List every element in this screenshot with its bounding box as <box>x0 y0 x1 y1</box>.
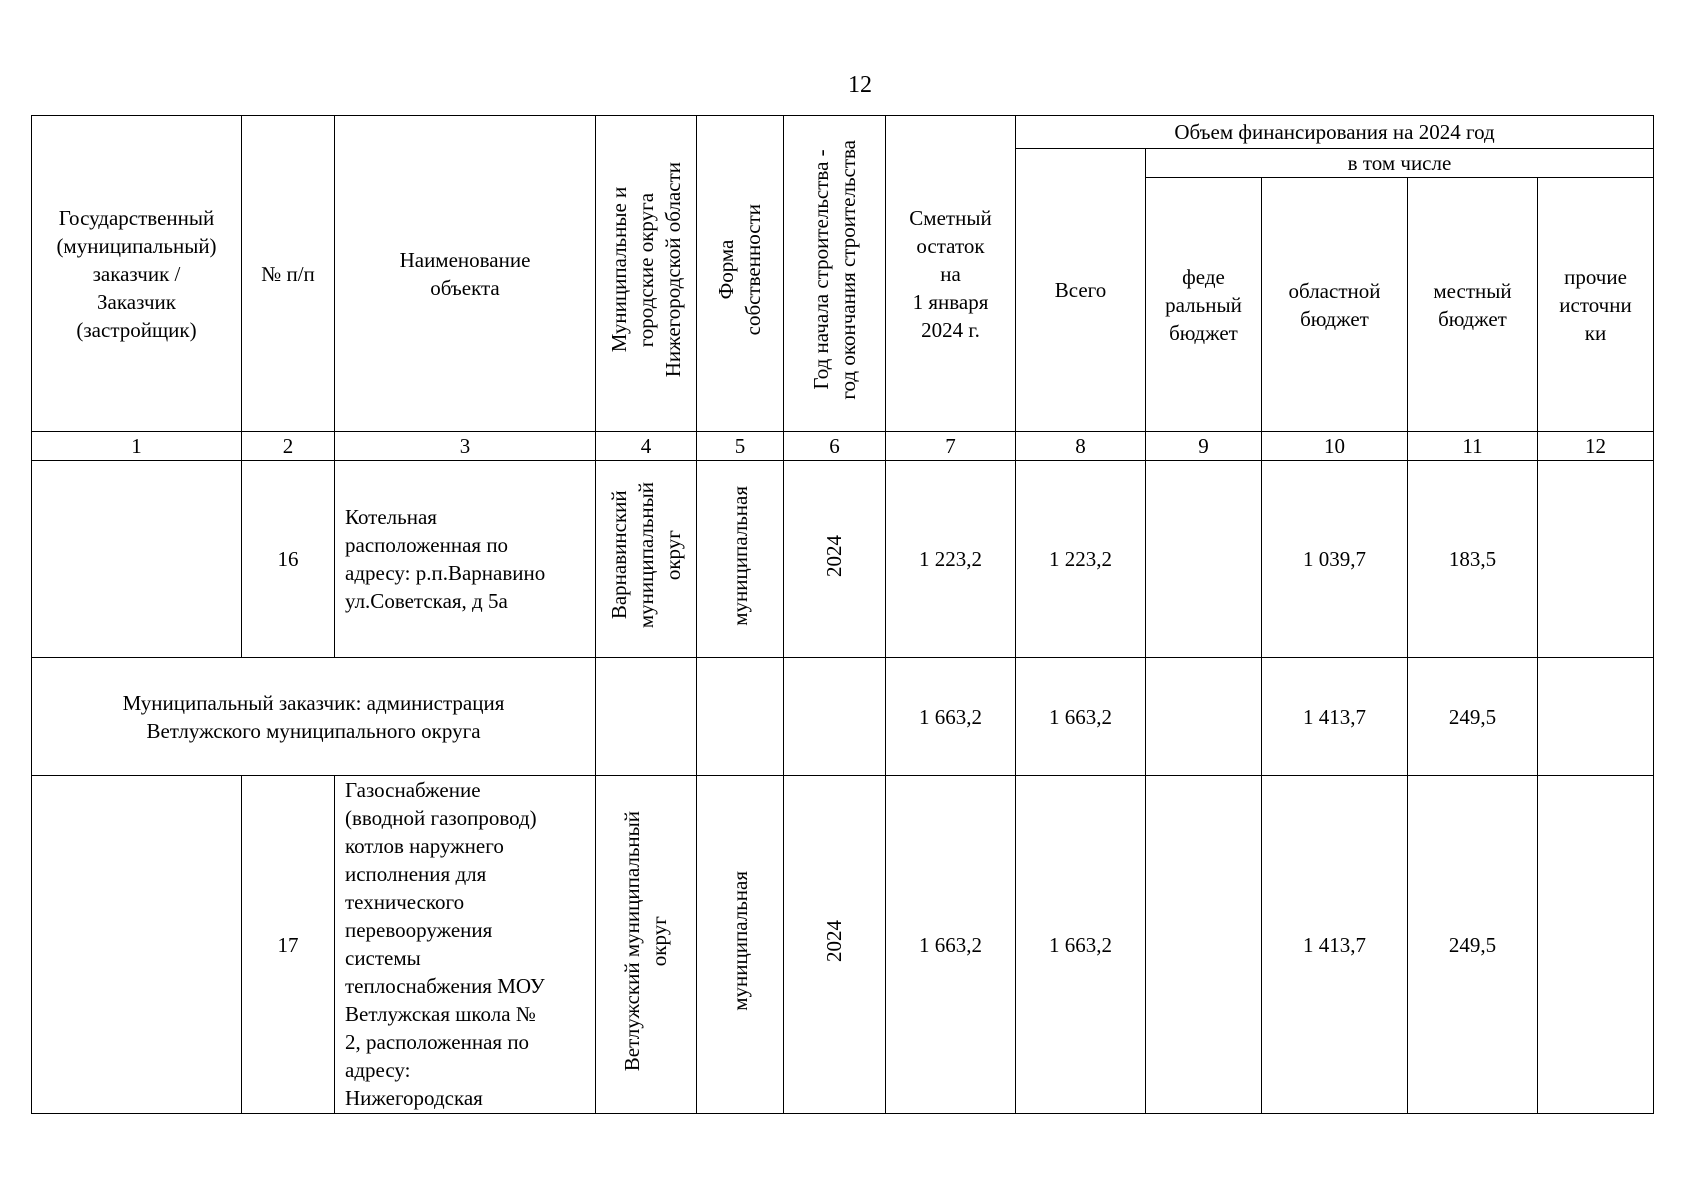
header-regional: областной бюджет <box>1262 178 1408 432</box>
table-row <box>32 461 1654 658</box>
ownership-text: муниципальная <box>727 871 752 1011</box>
header-row <box>32 116 1654 149</box>
local-value: 249,5 <box>1408 658 1538 776</box>
column-number: 10 <box>1262 432 1408 461</box>
federal-value <box>1146 776 1262 1114</box>
years-cell <box>784 776 886 1114</box>
header-financing: Объем финансирования на 2024 год <box>1016 116 1654 149</box>
estimate-value: 1 663,2 <box>886 658 1016 776</box>
subtotal-row <box>32 658 1654 776</box>
row-number: 16 <box>242 461 335 658</box>
header-district-text: Муниципальные и городские округа Нижегородской области <box>606 162 685 378</box>
estimate-value: 1 663,2 <box>886 776 1016 1114</box>
years-cell <box>784 658 886 776</box>
years-text: 2024 <box>822 920 846 962</box>
district-text: Ветлужский муниципальный округ <box>620 810 671 1072</box>
column-number: 4 <box>596 432 697 461</box>
district-cell <box>596 461 697 658</box>
other-value <box>1538 658 1654 776</box>
column-number: 8 <box>1016 432 1146 461</box>
header-federal: феде ральный бюджет <box>1146 178 1262 432</box>
local-value: 249,5 <box>1408 776 1538 1114</box>
header-number: № п/п <box>242 116 335 432</box>
column-number: 6 <box>784 432 886 461</box>
column-number: 2 <box>242 432 335 461</box>
object-name: Котельная расположенная по адресу: р.п.Варнавино ул.Советская, д 5а <box>335 461 596 658</box>
district-cell <box>596 658 697 776</box>
header-customer: Государственный (муниципальный) заказчик / Заказчик (застройщик) <box>32 116 242 432</box>
district-cell <box>596 776 697 1114</box>
column-number: 9 <box>1146 432 1262 461</box>
object-name-cell <box>335 776 596 1114</box>
ownership-text: муниципальная <box>727 485 752 626</box>
column-number: 7 <box>886 432 1016 461</box>
years-text: 2024 <box>822 534 846 577</box>
header-estimate: Сметный остаток на 1 января 2024 г. <box>886 116 1016 432</box>
municipal-customer: Муниципальный заказчик: администрация Ветлужского муниципального округа <box>32 658 596 776</box>
years-cell <box>784 461 886 658</box>
header-object-name: Наименование объекта <box>335 116 596 432</box>
table-row <box>32 776 1654 1114</box>
header-total: Всего <box>1016 149 1146 432</box>
federal-value <box>1146 658 1262 776</box>
total-value: 1 663,2 <box>1016 776 1146 1114</box>
header-years-text: Год начала строительства - год окончания строительства <box>808 140 860 400</box>
ownership-cell <box>697 461 784 658</box>
customer-cell <box>32 776 242 1114</box>
column-number: 12 <box>1538 432 1654 461</box>
other-value <box>1538 776 1654 1114</box>
customer-cell <box>32 461 242 658</box>
object-name: Газоснабжение (вводной газопровод) котлов наружнего исполнения для технического перевооружения системы теплоснабжения МОУ Ветлужская школа № 2, расположенная по адресу: Нижегородская <box>345 778 545 1110</box>
column-number: 11 <box>1408 432 1538 461</box>
other-value <box>1538 461 1654 658</box>
header-district <box>596 116 697 432</box>
column-number: 3 <box>335 432 596 461</box>
row-number: 17 <box>242 776 335 1114</box>
regional-value: 1 413,7 <box>1262 658 1408 776</box>
regional-value: 1 039,7 <box>1262 461 1408 658</box>
financing-table <box>31 115 1654 1114</box>
header-other: прочие источни ки <box>1538 178 1654 432</box>
header-including: в том числе <box>1146 149 1654 178</box>
local-value: 183,5 <box>1408 461 1538 658</box>
total-value: 1 223,2 <box>1016 461 1146 658</box>
regional-value: 1 413,7 <box>1262 776 1408 1114</box>
column-number: 1 <box>32 432 242 461</box>
column-numbers-row <box>32 432 1654 461</box>
total-value: 1 663,2 <box>1016 658 1146 776</box>
column-number: 5 <box>697 432 784 461</box>
ownership-cell <box>697 776 784 1114</box>
federal-value <box>1146 461 1262 658</box>
header-years <box>784 116 886 432</box>
page-number: 12 <box>848 72 872 98</box>
estimate-value: 1 223,2 <box>886 461 1016 658</box>
district-text: Варнавинский муниципальный округ <box>606 482 685 629</box>
ownership-cell <box>697 658 784 776</box>
header-ownership <box>697 116 784 432</box>
header-local: местный бюджет <box>1408 178 1538 432</box>
header-ownership-text: Форма собственности <box>714 204 765 336</box>
